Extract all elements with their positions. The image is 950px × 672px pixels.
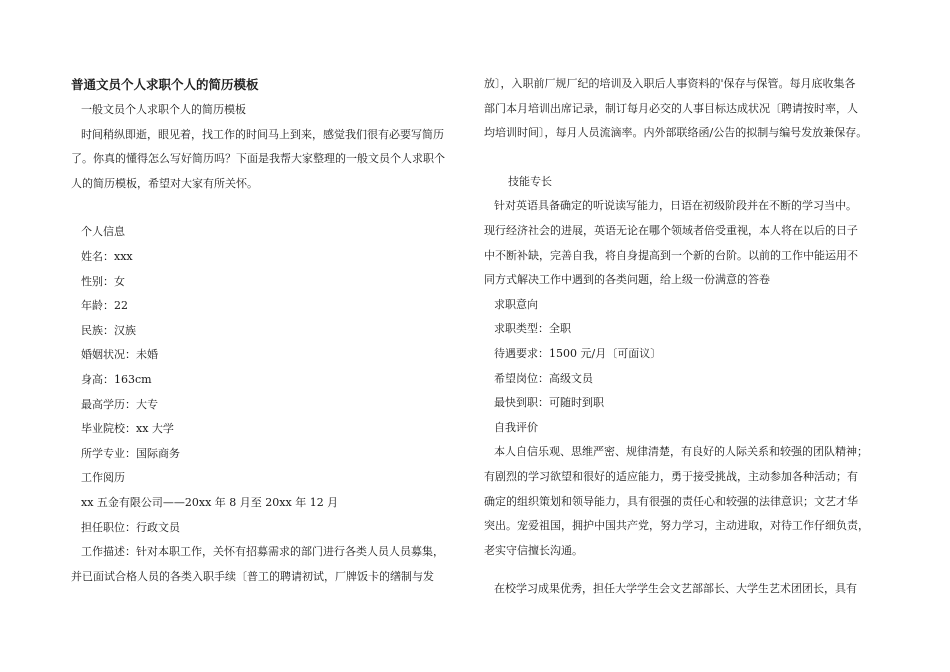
personal-field: 所学专业：国际商务 — [81, 446, 180, 460]
left-column — [71, 72, 459, 589]
job-intent-heading: 求职意向 — [494, 297, 538, 311]
personal-field: 身高：163cm — [81, 372, 152, 386]
personal-field: 年龄：22 — [81, 299, 128, 313]
skills-line: 针对英语具备确定的听说读写能力，日语在初级阶段并在不断的学习当中。 — [494, 199, 857, 213]
work-period: xx 五金有限公司——20xx 年 8 月至 20xx 年 12 月 — [81, 495, 339, 509]
personal-field: 民族：汉族 — [81, 323, 136, 337]
work-description-line: 放〕，入职前厂规厂纪的培训及入职后人事资料的'保存与保管。每月底收集各 — [484, 77, 856, 90]
right-column — [484, 72, 876, 602]
spacer — [484, 146, 876, 170]
self-evaluation-line: 老实守信擅长沟通。 — [484, 543, 583, 557]
work-description-line: 工作描述：针对本职工作，关怀有招募需求的部门进行各类人员人员募集， — [81, 545, 444, 559]
job-intent-field: 最快到职：可随时到职 — [494, 396, 604, 410]
personal-field: 性别：女 — [81, 274, 125, 288]
personal-info-heading: 个人信息 — [81, 225, 125, 239]
spacer — [484, 563, 876, 577]
personal-field: 最高学历：大专 — [81, 397, 158, 411]
personal-field: 毕业院校：xx 大学 — [81, 422, 174, 436]
skills-line: 中不断补缺，完善自我，将自身提高到一个新的台阶。以前的工作中能运用不 — [484, 248, 858, 262]
job-intent-field: 希望岗位：高级文员 — [494, 371, 593, 385]
skills-line: 现行经济社会的进展，英语无论在哪个领域者倍受重视，本人将在以后的日子 — [484, 223, 858, 237]
intro-line: 时间稍纵即逝，眼见着，找工作的时间马上到来，感觉我们很有必要写简历 — [81, 127, 444, 141]
self-evaluation-line: 有剧烈的学习欲望和很好的适应能力，勇于接受挑战，主动参加各种活动；有 — [484, 469, 858, 483]
self-evaluation-heading: 自我评价 — [494, 420, 538, 434]
self-evaluation-line: 本人自信乐观、思维严密、规律清楚，有良好的人际关系和较强的团队精神； — [494, 445, 868, 459]
work-description-line: 均培训时间〕，每月人员流滴率。内外部联络函/公告的拟制与编号发放兼保存。 — [484, 126, 868, 140]
work-position: 担任职位：行政文员 — [81, 520, 180, 534]
self-evaluation-line: 突出。宠爱祖国，拥护中国共产党，努力学习，主动进取，对待工作仔细负责， — [484, 519, 869, 533]
personal-field: 婚姻状况：未婚 — [81, 348, 158, 362]
work-description-line: 并已面试合格人员的各类入职手续〔普工的聘请初试，厂牌饭卡的缮制与发 — [71, 569, 434, 583]
job-intent-field: 待遇要求：1500 元/月〔可面议〕 — [494, 346, 662, 360]
personal-field: 姓名：xxx — [81, 249, 133, 263]
skills-heading: 技能专长 — [508, 174, 552, 188]
school-achievement-line: 在校学习成果优秀，担任大学学生会文艺部部长、大学生艺术团团长，具有 — [494, 582, 857, 596]
document-title: 普通文员个人求职个人的简历模板 — [71, 77, 259, 92]
document-subtitle: 一般文员个人求职个人的简历模板 — [81, 103, 246, 116]
spacer — [71, 196, 459, 220]
skills-line: 同方式解决工作中遇到的各类问题，给上级一份满意的答卷 — [484, 273, 770, 287]
work-experience-heading: 工作阅历 — [81, 471, 125, 485]
intro-line: 了。你真的懂得怎么写好简历吗？下面是我帮大家整理的一般文员个人求职个 — [71, 152, 445, 166]
self-evaluation-line: 确定的组织策划和领导能力，具有很强的责任心和较强的法律意识；文艺才华 — [484, 494, 858, 508]
intro-line: 人的简历模板，希望对大家有所关怀。 — [71, 176, 258, 190]
job-intent-field: 求职类型：全职 — [494, 322, 571, 336]
work-description-line: 部门本月培训出席记录，制订每月必交的人事目标达成状况〔聘请按时率，人 — [484, 101, 858, 115]
